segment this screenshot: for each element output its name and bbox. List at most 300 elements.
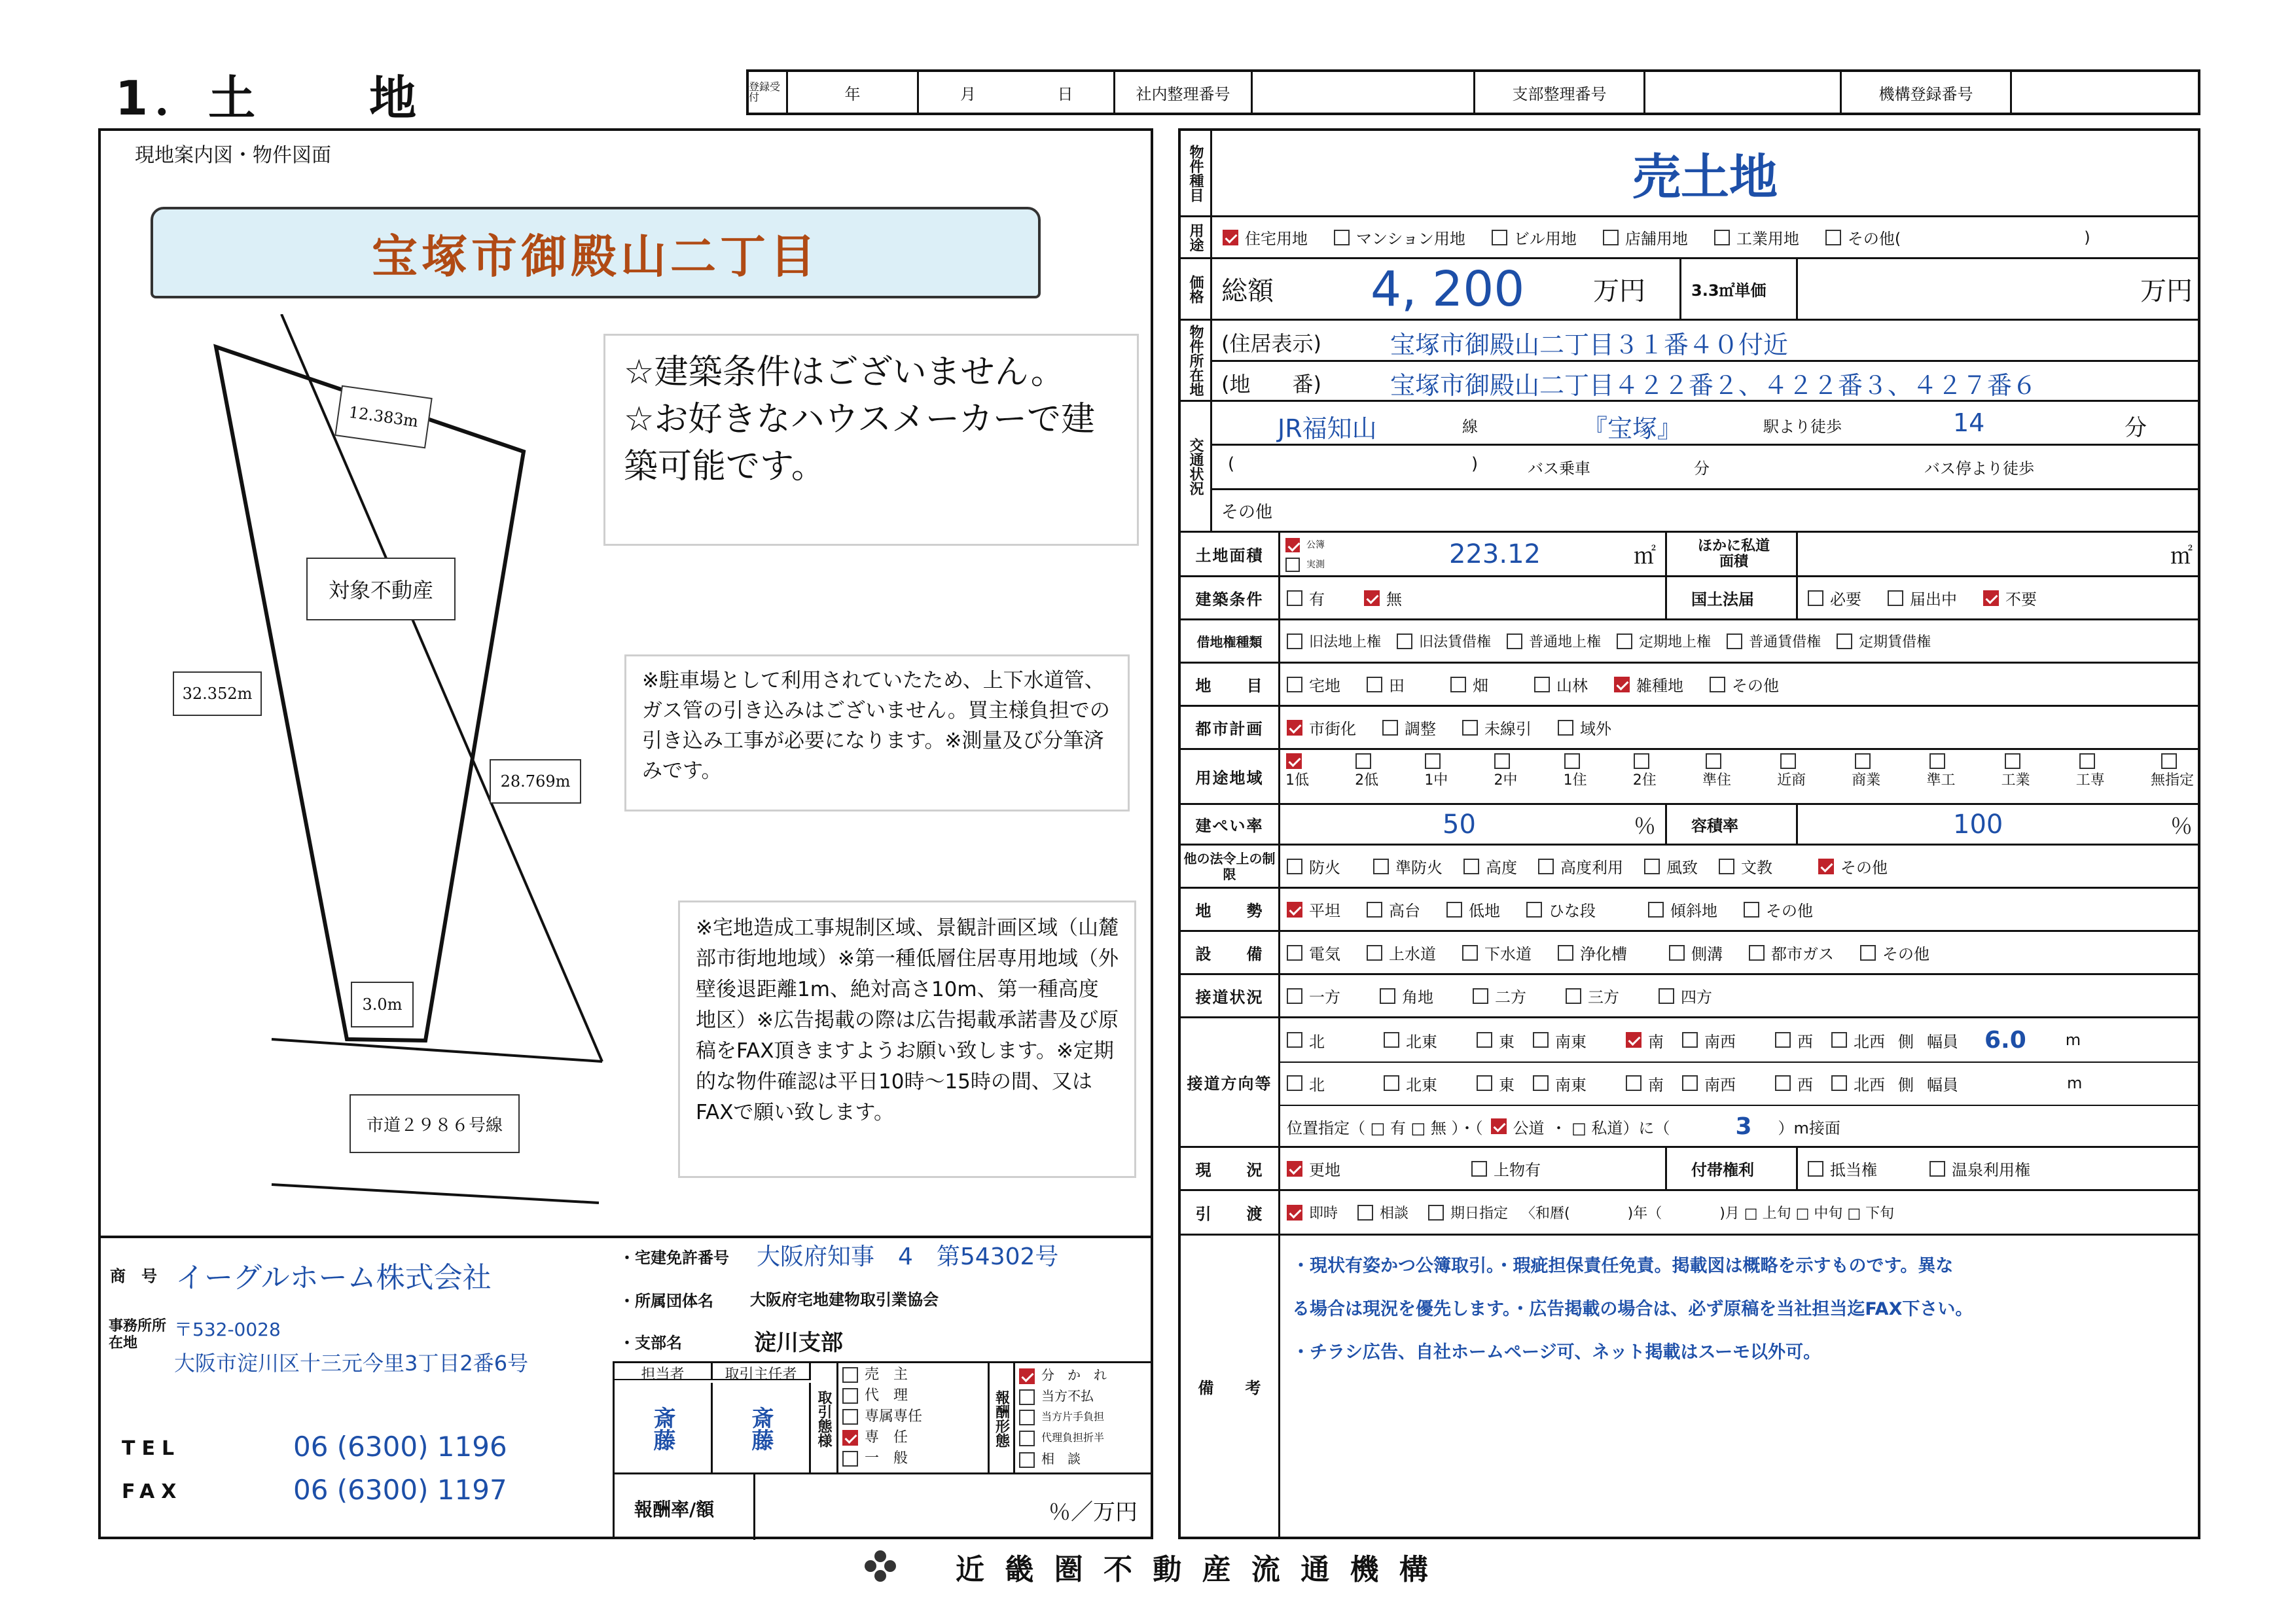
build-yes-checkbox[interactable] <box>1287 590 1302 606</box>
deal-checkbox[interactable] <box>842 1388 858 1404</box>
chimoku-checkbox[interactable] <box>1450 677 1466 692</box>
chimoku-options <box>1287 664 1805 705</box>
dir-checkbox[interactable] <box>1682 1032 1698 1048</box>
chimoku-option: 山林 <box>1556 677 1588 695</box>
chimoku-option: その他 <box>1732 677 1779 695</box>
dir-checkbox[interactable] <box>1831 1032 1847 1048</box>
use-option: その他( <box>1847 230 1901 248</box>
rate-label: 報酬率/額 <box>634 1499 715 1520</box>
traffic-other: その他 <box>1221 503 1273 522</box>
fee-options <box>1019 1364 1154 1469</box>
private-road-text: ・ □ 私道）に（ <box>1551 1118 1670 1137</box>
area-kind-option: 公簿 <box>1306 540 1325 550</box>
city-option: 未線引 <box>1484 720 1532 738</box>
facility-checkbox[interactable] <box>1462 945 1478 961</box>
bus-paren-close: ) <box>1471 454 1479 474</box>
lease-checkbox[interactable] <box>1287 633 1302 649</box>
bus-minutes-unit: 分 <box>1694 459 1710 478</box>
remarks-label: 備 考 <box>1181 1236 1280 1537</box>
zone-checkbox[interactable] <box>2005 753 2020 769</box>
law-option: 高度 <box>1486 859 1517 877</box>
dir-checkbox[interactable] <box>1287 1032 1302 1048</box>
row-handover <box>1181 1191 2198 1236</box>
property-type: 売土地 <box>1632 149 1778 205</box>
zone-option: 工専 <box>2075 772 2105 789</box>
zone-checkbox[interactable] <box>1780 753 1796 769</box>
handover-checkbox[interactable] <box>1287 1205 1302 1221</box>
total-unit: 万円 <box>1593 276 1645 306</box>
facility-option: 上水道 <box>1389 945 1436 963</box>
deal-checkbox[interactable] <box>842 1451 858 1467</box>
zone-checkbox[interactable] <box>1706 753 1721 769</box>
title-banner <box>151 207 1041 298</box>
traffic-label: 交通状況 <box>1181 402 1212 531</box>
dir-option: 西 <box>1797 1075 1813 1094</box>
zone-option: 近商 <box>1777 772 1806 789</box>
remarks-text <box>1292 1245 2191 1374</box>
facility-options <box>1287 932 1956 973</box>
facility-checkbox[interactable] <box>1860 945 1876 961</box>
note-building <box>603 334 1139 546</box>
terrain-label: 地 勢 <box>1181 889 1280 930</box>
branch-name: 淀川支部 <box>754 1330 843 1356</box>
dir-checkbox[interactable] <box>1775 1075 1791 1091</box>
row-type <box>1181 131 2198 217</box>
row-chimoku <box>1181 664 2198 707</box>
bus-walk-label: バス停より徒歩 <box>1924 459 2034 478</box>
lot-label: (地 番) <box>1221 372 1321 397</box>
terrain-checkbox[interactable] <box>1648 902 1664 918</box>
fee-checkbox[interactable] <box>1019 1410 1035 1425</box>
deal-checkbox[interactable] <box>842 1409 858 1425</box>
tel-number: 06 (6300) 1196 <box>293 1431 507 1463</box>
use-checkbox[interactable] <box>1603 230 1619 245</box>
fee-checkbox[interactable] <box>1019 1368 1035 1384</box>
use-checkbox[interactable] <box>1223 230 1238 245</box>
fee-checkbox[interactable] <box>1019 1452 1035 1468</box>
build-yes: 有 <box>1309 590 1325 609</box>
current-checkbox[interactable] <box>1471 1161 1487 1177</box>
lease-checkbox[interactable] <box>1397 633 1412 649</box>
remarks-line: ・現状有姿かつ公簿取引。・瑕疵担保責任免責。掲載図は概略を示すものです。異な <box>1292 1256 1954 1276</box>
use-checkbox[interactable] <box>1334 230 1350 245</box>
line-name: JR福知山 <box>1278 414 1377 443</box>
price-label: 価格 <box>1181 259 1212 319</box>
build-no-checkbox[interactable] <box>1364 590 1380 606</box>
rights-checkbox[interactable] <box>1929 1161 1945 1177</box>
company-name: イーグルホーム株式会社 <box>175 1261 492 1294</box>
use-option: 工業用地 <box>1736 230 1799 248</box>
road-line-bottom <box>272 1185 599 1203</box>
row-road-direction <box>1181 1018 2198 1148</box>
road-status-checkbox[interactable] <box>1473 988 1488 1004</box>
area-kind-checkbox[interactable] <box>1285 558 1300 572</box>
chimoku-option: 雑種地 <box>1636 677 1683 695</box>
law-checkbox[interactable] <box>1719 859 1734 874</box>
zone-option: 1中 <box>1424 772 1448 789</box>
bus-paren-open: ( <box>1228 454 1235 474</box>
city-checkbox[interactable] <box>1287 720 1302 736</box>
branch-label: ・支部名 <box>619 1334 682 1352</box>
deal-options <box>842 1364 986 1469</box>
current-option: 上物有 <box>1494 1161 1541 1179</box>
dir-checkbox[interactable] <box>1477 1032 1492 1048</box>
use-option: 店舗用地 <box>1624 230 1688 248</box>
law-checkbox[interactable] <box>1644 859 1660 874</box>
nla-checkbox[interactable] <box>1808 590 1823 606</box>
office-label: 事務所所在地 <box>109 1318 167 1351</box>
lease-options <box>1287 620 1931 662</box>
road-status-option: 二方 <box>1495 988 1526 1007</box>
city-checkbox[interactable] <box>1462 720 1478 736</box>
org-no-field[interactable] <box>2012 72 2198 113</box>
deal-option: 代 理 <box>865 1387 908 1404</box>
bcr-value: 50 <box>1443 809 1476 840</box>
terrain-option: 高台 <box>1389 902 1420 920</box>
dir-checkbox[interactable] <box>1626 1032 1641 1048</box>
zone-checkbox[interactable] <box>2161 753 2177 769</box>
dir-checkbox[interactable] <box>1626 1075 1641 1091</box>
lease-option: 普通賃借権 <box>1749 634 1821 651</box>
road-status-checkbox[interactable] <box>1287 988 1302 1004</box>
row-facility <box>1181 932 2198 975</box>
nla-option: 届出中 <box>1910 590 1957 609</box>
public-road-checkbox[interactable] <box>1491 1118 1507 1134</box>
org-no-label: 機構登録番号 <box>1842 72 2012 113</box>
facility-checkbox[interactable] <box>1749 945 1765 961</box>
row-current <box>1181 1148 2198 1191</box>
chimoku-checkbox[interactable] <box>1367 677 1382 692</box>
road-status-option: 三方 <box>1588 988 1619 1007</box>
use-option: ビル用地 <box>1513 230 1577 248</box>
handover-option: 相談 <box>1380 1205 1409 1222</box>
dir-option: 南西 <box>1704 1032 1736 1051</box>
zone-checkbox[interactable] <box>1855 753 1871 769</box>
lease-checkbox[interactable] <box>1617 633 1632 649</box>
use-checkbox[interactable] <box>1825 230 1841 245</box>
city-checkbox[interactable] <box>1382 720 1398 736</box>
dir-option: 北西 <box>1854 1032 1885 1051</box>
rate-unit: ％／万円 <box>1049 1499 1138 1525</box>
nla-option: 不要 <box>2005 590 2037 609</box>
lease-option: 定期賃借権 <box>1859 634 1931 651</box>
subject-property-label: 対象不動産 <box>306 558 456 620</box>
area-kind-checkbox[interactable] <box>1285 538 1300 552</box>
nla-options <box>1808 577 2063 618</box>
road-status-label: 接道状況 <box>1181 975 1280 1016</box>
license-label: ・宅建免許番号 <box>619 1249 729 1267</box>
row-lease <box>1181 620 2198 664</box>
zone-checkbox[interactable] <box>1494 753 1510 769</box>
road-status-checkbox[interactable] <box>1566 988 1581 1004</box>
law-checkbox[interactable] <box>1538 859 1554 874</box>
total-price: 4, 200 <box>1371 260 1525 317</box>
rights-options <box>1808 1148 2056 1189</box>
row-road-status <box>1181 975 2198 1018</box>
city-option: 域外 <box>1580 720 1611 738</box>
zone-checkbox[interactable] <box>2079 753 2095 769</box>
walk-unit: 分 <box>2125 415 2147 441</box>
city-options <box>1287 707 1638 748</box>
handover-option: 期日指定 <box>1450 1205 1509 1222</box>
zone-option: 2低 <box>1355 772 1379 789</box>
road-status-option: 一方 <box>1309 988 1340 1007</box>
current-checkbox[interactable] <box>1287 1161 1302 1177</box>
rights-option: 抵当権 <box>1830 1161 1877 1179</box>
dir-option: 北西 <box>1854 1075 1885 1094</box>
per-tsubo-unit: 万円 <box>2140 276 2193 306</box>
day-label: 日 <box>1017 72 1115 113</box>
law-checkbox[interactable] <box>1818 859 1834 874</box>
lease-option: 旧法賃借権 <box>1419 634 1492 651</box>
lease-checkbox[interactable] <box>1837 633 1852 649</box>
note-building-line1: ☆建築条件はございません。 <box>624 353 1065 392</box>
facility-checkbox[interactable] <box>1558 945 1573 961</box>
bcr-unit: ％ <box>1634 813 1656 840</box>
zone-option: 1住 <box>1563 772 1587 789</box>
law-option: 防火 <box>1309 859 1340 877</box>
width-label: 幅員 <box>1927 1032 1958 1051</box>
dir-option: 南 <box>1648 1032 1664 1051</box>
facility-option: 下水道 <box>1484 945 1532 963</box>
law-option: 準防火 <box>1395 859 1443 877</box>
road-status-option: 四方 <box>1681 988 1712 1007</box>
walk-minutes: 14 <box>1953 408 1985 437</box>
dir-checkbox[interactable] <box>1831 1075 1847 1091</box>
traffic-div2 <box>1212 488 2198 490</box>
branch-no-field[interactable] <box>1645 72 1842 113</box>
use-option: 住宅用地 <box>1245 230 1308 248</box>
dir-checkbox[interactable] <box>1533 1075 1549 1091</box>
rights-checkbox[interactable] <box>1808 1161 1823 1177</box>
zone-checkbox[interactable] <box>1286 753 1302 769</box>
company-address: 大阪市淀川区十三元今里3丁目2番6号 <box>174 1351 529 1376</box>
use-checkbox[interactable] <box>1714 230 1730 245</box>
dir-checkbox[interactable] <box>1682 1075 1698 1091</box>
private-road-label: ほかに私道面積 <box>1697 537 1770 570</box>
facility-checkbox[interactable] <box>1287 945 1302 961</box>
law-checkbox[interactable] <box>1287 859 1302 874</box>
road-width: 6.0 <box>1984 1026 2026 1054</box>
road-line-top <box>272 1039 602 1061</box>
terrain-checkbox[interactable] <box>1526 902 1542 918</box>
lease-label: 借地権種類 <box>1181 620 1280 662</box>
lease-checkbox[interactable] <box>1507 633 1522 649</box>
terrain-checkbox[interactable] <box>1287 902 1302 918</box>
branch-no-label: 支部整理番号 <box>1475 72 1645 113</box>
private-road-unit: ㎡ <box>2170 543 2193 569</box>
fee-checkbox[interactable] <box>1019 1389 1035 1405</box>
dir-checkbox[interactable] <box>1384 1032 1399 1048</box>
road-dir-row1 <box>1287 1018 2081 1061</box>
deal-checkbox[interactable] <box>842 1367 858 1383</box>
fee-checkbox[interactable] <box>1019 1431 1035 1446</box>
chief-label: 取引主任者 <box>713 1363 811 1380</box>
terrain-checkbox[interactable] <box>1744 902 1759 918</box>
nla-checkbox[interactable] <box>1983 590 1999 606</box>
month-label: 月 <box>960 84 976 103</box>
handover-option: 即時 <box>1309 1205 1338 1222</box>
type-label: 物件種目 <box>1181 131 1212 215</box>
zone-checkbox[interactable] <box>1425 753 1441 769</box>
dir-option: 東 <box>1499 1075 1515 1094</box>
road-status-checkbox[interactable] <box>1659 988 1674 1004</box>
lot-outline <box>216 347 524 1041</box>
build-no: 無 <box>1386 590 1402 609</box>
dir-option: 南西 <box>1704 1075 1736 1094</box>
use-label: 用途 <box>1181 217 1212 257</box>
zone-option: 1低 <box>1285 772 1309 789</box>
rate-sep <box>753 1474 755 1540</box>
fee-option: 代理負担折半 <box>1041 1431 1105 1444</box>
meas-top: 12.383m <box>334 385 432 449</box>
chimoku-checkbox[interactable] <box>1534 677 1550 692</box>
dir-checkbox[interactable] <box>1477 1075 1492 1091</box>
year-label: 年 <box>788 72 919 113</box>
far-unit: ％ <box>2170 813 2193 840</box>
current-option: 更地 <box>1309 1161 1340 1179</box>
line-suffix: 線 <box>1462 418 1478 436</box>
station-name: 『宝塚』 <box>1583 414 1683 443</box>
row-terrain <box>1181 889 2198 932</box>
law-label: 他の法令上の制限 <box>1181 846 1280 887</box>
fee-label: 報酬形態 <box>988 1363 1015 1474</box>
build-cond-options <box>1287 577 1428 618</box>
terrain-option: 平坦 <box>1309 902 1340 920</box>
banner-text: 宝塚市御殿山二丁目 <box>372 229 819 283</box>
nla-option: 必要 <box>1830 590 1861 609</box>
lease-option: 普通地上権 <box>1529 634 1602 651</box>
road-dir-label: 接道方向等 <box>1181 1018 1280 1146</box>
law-checkbox[interactable] <box>1373 859 1389 874</box>
dir-checkbox[interactable] <box>1775 1032 1791 1048</box>
road-status-checkbox[interactable] <box>1380 988 1395 1004</box>
dir-option: 北東 <box>1406 1032 1437 1051</box>
fax-number: 06 (6300) 1197 <box>293 1474 507 1506</box>
terrain-checkbox[interactable] <box>1446 902 1462 918</box>
road-name-label: 市道２９８６号線 <box>350 1094 520 1153</box>
chimoku-checkbox[interactable] <box>1614 677 1630 692</box>
total-label: 総額 <box>1221 276 1274 306</box>
addr-label: (住居表示) <box>1221 331 1321 356</box>
deal-checkbox[interactable] <box>842 1430 858 1446</box>
chimoku-option: 宅地 <box>1309 677 1340 695</box>
zone-option: 工業 <box>2001 772 2030 789</box>
row-use <box>1181 217 2198 259</box>
lease-checkbox[interactable] <box>1727 633 1742 649</box>
terrain-option: ひな段 <box>1549 902 1596 920</box>
meas-right: 28.769m <box>490 759 581 804</box>
zone-checkbox[interactable] <box>1634 753 1649 769</box>
chimoku-checkbox[interactable] <box>1287 677 1302 692</box>
use-options <box>1223 217 2090 257</box>
footer-org-name: 近 畿 圏 不 動 産 流 通 機 構 <box>956 1553 1433 1586</box>
far-label: 容積率 <box>1691 817 1738 835</box>
zone-checkbox[interactable] <box>1929 753 1945 769</box>
chimoku-option: 田 <box>1389 677 1405 695</box>
fax-label: FAX <box>122 1480 183 1503</box>
far-value: 100 <box>1953 809 2003 840</box>
law-options <box>1287 846 1914 887</box>
law-checkbox[interactable] <box>1463 859 1479 874</box>
law-option: 高度利用 <box>1560 859 1623 877</box>
section-heading: 1．土 地 <box>115 71 423 126</box>
zone-checkbox[interactable] <box>1564 753 1580 769</box>
row-law <box>1181 846 2198 889</box>
facility-label: 設 備 <box>1181 932 1280 973</box>
zone-option: 2住 <box>1632 772 1657 789</box>
dir-checkbox[interactable] <box>1384 1075 1399 1091</box>
deal-option: 売 主 <box>865 1366 908 1383</box>
road-status-options <box>1287 975 1738 1016</box>
road-dir-row2 <box>1287 1061 2082 1105</box>
city-checkbox[interactable] <box>1558 720 1573 736</box>
law-option: その他 <box>1840 859 1888 877</box>
zone-options <box>1285 753 2194 789</box>
facility-checkbox[interactable] <box>1669 945 1685 961</box>
terrain-option: 傾斜地 <box>1670 902 1717 920</box>
fee-option: 分 か れ <box>1041 1367 1107 1383</box>
staff-grid <box>613 1361 1153 1472</box>
map-title: 現地案内図・物件図面 <box>135 144 331 167</box>
nla-checkbox[interactable] <box>1888 590 1903 606</box>
dir-checkbox[interactable] <box>1287 1075 1302 1091</box>
build-cond-label: 建築条件 <box>1181 577 1280 618</box>
zone-option: 準工 <box>1926 772 1956 789</box>
dir-checkbox[interactable] <box>1533 1032 1549 1048</box>
rights-label: 付帯権利 <box>1691 1161 1754 1179</box>
chimoku-option: 畑 <box>1473 677 1488 695</box>
row-build-condition <box>1181 577 2198 620</box>
position-designation: 位置指定（ □ 有 □ 無 ）・（ <box>1287 1118 1483 1137</box>
row-zoning <box>1181 750 2198 805</box>
deal-option: 専属専任 <box>865 1408 923 1425</box>
current-label: 現 況 <box>1181 1148 1280 1189</box>
dir-option: 南東 <box>1555 1032 1587 1051</box>
terrain-option: 低地 <box>1469 902 1500 920</box>
handover-options <box>1287 1191 1894 1234</box>
row-area <box>1181 533 2198 577</box>
side-label: 側 <box>1898 1032 1914 1051</box>
facility-option: 都市ガス <box>1771 945 1834 963</box>
meas-left: 32.352m <box>173 671 262 716</box>
lease-option: 旧法地上権 <box>1309 634 1382 651</box>
handover-checkbox[interactable] <box>1357 1205 1373 1221</box>
internal-no-field[interactable] <box>1253 72 1475 113</box>
remarks-line: ・チラシ広告、自社ホームページ可、ネット掲載はスーモ以外可。 <box>1292 1342 1821 1363</box>
zone-option: 商業 <box>1852 772 1881 789</box>
lease-option: 定期地上権 <box>1639 634 1712 651</box>
row-traffic <box>1181 402 2198 533</box>
terrain-checkbox[interactable] <box>1367 902 1382 918</box>
lot-number: 宝塚市御殿山二丁目４２２番２、４２２番３、４２７番６ <box>1390 371 2037 400</box>
assoc-name: 大阪府宅地建物取引業協会 <box>750 1291 939 1309</box>
chimoku-label: 地 目 <box>1181 664 1280 705</box>
zone-checkbox[interactable] <box>1355 753 1371 769</box>
city-option: 調整 <box>1405 720 1436 738</box>
handover-checkbox[interactable] <box>1428 1205 1444 1221</box>
city-label: 都市計画 <box>1181 707 1280 748</box>
staff-label: 担当者 <box>615 1363 713 1380</box>
zone-option: 無指定 <box>2150 772 2194 789</box>
facility-checkbox[interactable] <box>1367 945 1382 961</box>
license-number: 大阪府知事 4 第54302号 <box>757 1243 1059 1270</box>
use-checkbox[interactable] <box>1492 230 1507 245</box>
note-utilities: ※駐車場として利用されていたため、上下水道管、ガス管の引き込みはございません。買主様負担での引き込み工事が必要になります。※測量及び分筆済みです。 <box>624 654 1130 812</box>
chimoku-checkbox[interactable] <box>1710 677 1725 692</box>
chief-name: 斎藤 <box>713 1383 811 1474</box>
internal-no-label: 社内整理番号 <box>1115 72 1253 113</box>
